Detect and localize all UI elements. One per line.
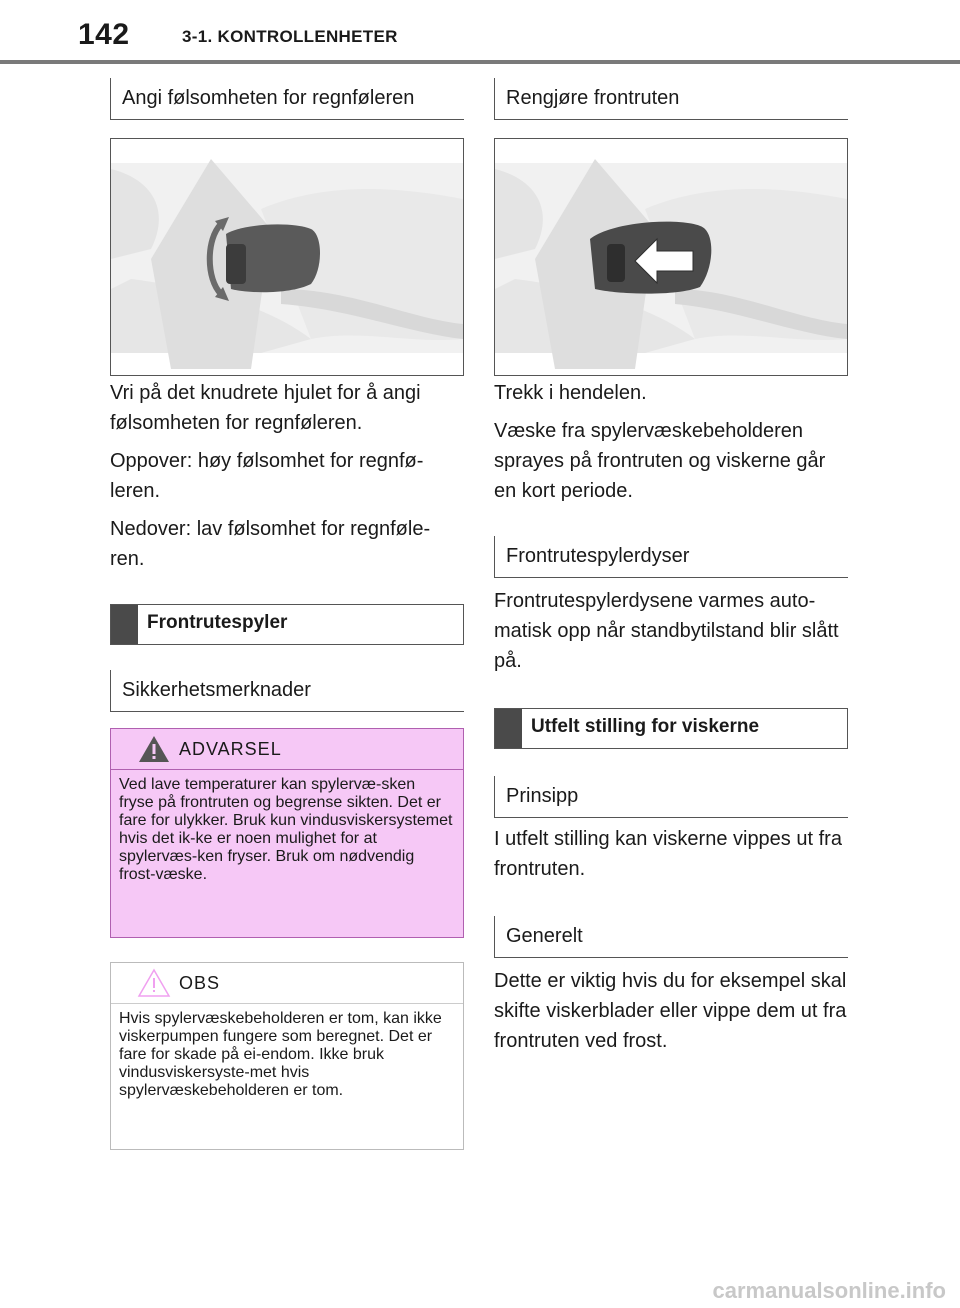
notice-triangle-icon <box>137 968 171 998</box>
subhead-principle: Prinsipp <box>494 776 848 818</box>
subhead-general: Generelt <box>494 916 848 958</box>
paragraph: Trekk i hendelen. <box>494 382 647 404</box>
watermark: carmanualsonline.info <box>712 1278 946 1303</box>
paragraph: Vri på det knudrete hjulet for å angi følsomheten for regnføleren. <box>110 382 421 434</box>
warning-triangle-icon <box>137 734 171 764</box>
warning-header <box>111 729 463 770</box>
notice-box <box>110 962 464 1150</box>
warning-text: Ved lave temperaturer kan spylervæ-sken fryse på frontruten og begrense sikten. Det er fare for ulykker. Bruk kun vindusviskersystemet hvis det ik-ke er noen mulighet for at spylervæs-ken fryser. Bruk om nødvendig frost-væske. <box>119 776 453 883</box>
section-title: Frontrutespyler <box>147 612 288 633</box>
warning-label: ADVARSEL <box>179 739 282 759</box>
paragraph: I utfelt stilling kan viskerne vippes ut fra frontruten. <box>494 828 842 880</box>
section-heading-fold-out <box>494 708 848 749</box>
section-heading-washer <box>110 604 464 645</box>
warning-box <box>110 728 464 938</box>
paragraph: Nedover: lav følsomhet for regnføle-ren. <box>110 518 431 570</box>
washer-figure <box>494 138 848 376</box>
subhead-clean-windscreen: Rengjøre frontruten <box>494 78 848 120</box>
stalk-pull-illustration <box>495 139 847 375</box>
paragraph: Oppover: høy følsomhet for regnfø-leren. <box>110 450 424 502</box>
notice-header <box>111 963 463 1004</box>
paragraph: Væske fra spylervæskebeholderen sprayes på frontruten og viskerne går en kort periode. <box>494 420 826 502</box>
header-rule <box>0 60 960 64</box>
stalk-wheel-illustration <box>111 139 463 375</box>
notice-label: OBS <box>179 973 221 993</box>
rain-sensor-figure <box>110 138 464 376</box>
notice-text: Hvis spylervæskebeholderen er tom, kan ikke viskerpumpen fungere som beregnet. Det er fare for skade på ei-endom. Ikke bruk vindusviskersyste-met hvis spylervæskebeholderen er tom. <box>119 1010 442 1099</box>
paragraph: Frontrutespylerdysene varmes auto-matisk opp når standbytilstand blir slått på. <box>494 590 839 672</box>
chapter-title: 3-1. KONTROLLENHETER <box>182 27 398 46</box>
section-bar <box>111 605 138 644</box>
subhead-rain-sensor: Angi følsomheten for regnføleren <box>110 78 464 120</box>
subhead-safety: Sikkerhetsmerknader <box>110 670 464 712</box>
subhead-nozzles: Frontrutespylerdyser <box>494 536 848 578</box>
page-number: 142 <box>78 18 130 51</box>
section-title: Utfelt stilling for viskerne <box>531 716 760 737</box>
section-bar <box>495 709 522 748</box>
paragraph: Dette er viktig hvis du for eksempel skal skifte viskerblader eller vippe dem ut fra frontruten ved frost. <box>494 970 847 1052</box>
